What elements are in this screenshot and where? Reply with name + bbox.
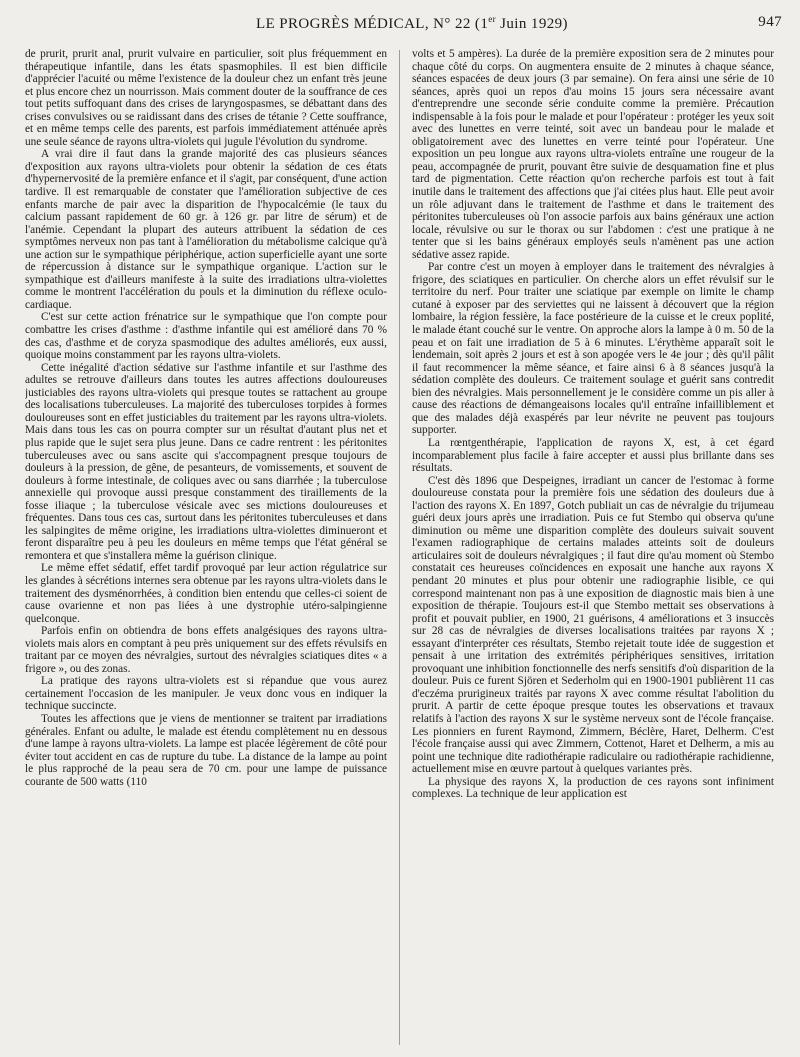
right-column: [412, 48, 774, 1048]
paragraph: La rœntgenthérapie, l'application de rayons X, est, à cet égard incomparablement plus facile à faire accepter et aussi plus brillante dans ses résultats.: [412, 436, 774, 475]
paragraph: C'est sur cette action frénatrice sur le sympathique que l'on compte pour combattre les crises d'asthme : d'asthme infantile qui est amélioré dans 70 % des cas, d'asthme et de coryza spasmodique des adultes améliorés, eux aussi, quoique moins constamment par les rayons ultra-violets.: [25, 311, 387, 362]
paragraph: La physique des rayons X, la production de ces rayons sont infiniment complexes. La technique de leur application est: [412, 775, 774, 801]
paragraph: Le même effet sédatif, effet tardif provoqué par leur action régulatrice sur les glandes à sécrétions internes sera obtenue par les rayons ultra-violets dans le traitement des dysménorrhées, à condition bien entendu que celles-ci soient de cause ovarienne et non pas liées à une dystrophie utéro-salpingienne quelconque.: [25, 562, 387, 625]
column-divider: [399, 50, 400, 1045]
paragraph: Par contre c'est un moyen à employer dans le traitement des névralgies à frigore, des sciatiques en particulier. On cherche alors un effet révulsif sur le territoire du nerf. Pour traiter une sciatique par exemple on limite le champ cutané à exposer par des serviettes qui ne laissent à découvert que la région lombaire, la région fessière, la face postérieure de la cuisse et le creux poplité, le malade étant couché sur le ventre. On approche alors la lampe à 0 m. 50 de la peau et on fait une irradiation de 5 à 6 minutes. L'érythème apparaît soit le lendemain, soit après 2 jours et est à son apogée vers le 4e jour ; dès qu'il pâlit il faut recommencer la même séance, et faire ainsi 6 à 8 séances jusqu'à la sédation complète des douleurs. Ce traitement soulage et guérit sans contredit bien des névralgies. Mais personnellement je le considère comme un pis aller à cause des réactions de démangeaisons locales qu'il entraîne infailliblement et que des malades déjà exaspérés par leur névrite ne peuvent pas toujours supporter.: [412, 261, 774, 437]
journal-title: LE PROGRÈS MÉDICAL, N° 22 (: [256, 16, 481, 32]
paragraph: de prurit, prurit anal, prurit vulvaire en particulier, soit plus fréquemment en thérapeutique infantile, dans les états spasmophiles. Il est bien difficile d'apprécier l'acuité ou même l'existence de la douleur chez un enfant très jeune et plus encore chez un nourrisson. Mais comment douter de la souffrance de ces tout petits suffoquant dans des crises de laryngospasmes, se débattant dans des crises convulsives ou se raidissant dans des crises de tétanie ? Cette souffrance, et en même temps celle des parents, est parfois immédiatement atténuée après une seule séance de rayons ultra-violets qui jugule l'évolution du syndrome.: [25, 48, 387, 148]
page-header: [20, 14, 782, 36]
paragraph: C'est dès 1896 que Despeignes, irradiant un cancer de l'estomac à forme douloureuse constata pour la première fois une sédation des douleurs due à l'action des rayons X. En 1897, Gotch publiait un cas de névralgie du trijumeau guéri deux jours après une irradiation. Puis ce fut Stembo qui observa qu'une diminution ou même une disparition complète des douleurs suivait souvent l'examen radiographique de certains malades atteints soit de douleurs articulaires soit de douleurs névralgiques ; il faut dire qu'au moment où Stembo constatait ces heureuses coïncidences en exposait une hanche aux rayons X pendant 20 minutes et plus pour obtenir une radiographie lisible, ce qui correspond maintenant non pas à une exposition de diagnostic mais bien à une exposition de thérapie. Toujours est-il que Stembo mettait ses observations à profit et pouvait publier, en 1900, 21 guérisons, 4 améliorations et 3 insuccès sur 28 cas de névralgies de diverses localisations traitées par rayons X ; essayant d'interpréter ces résultats, Stembo rejetait toute idée de suggestion et pensait à une irritation des extrémités périphériques sensitives, irritation provoquant une inhibition fonctionnelle des nerfs sensitifs d'où disparition de la douleur. Puis ce furent Sjören et Sederholm qui en 1900-1901 publièrent 11 cas d'eczéma prurigineux traités par rayons X avec comme résultat l'abolition du prurit. A partir de cette époque presque toutes les observations et travaux relatifs à l'action des rayons X sur le système nerveux sont de l'école française. Les pionniers en furent Raymond, Zimmern, Béclère, Haret, Delherm. C'est l'école française aussi qui avec Zimmern, Cottenot, Haret et Delherm, a mis au point une technique dite radiothérapie radiculaire ou radiothérapie rachidienne, actuellement mise en œuvre partout à quelques variantes près.: [412, 474, 774, 776]
left-column: [25, 48, 387, 1048]
paragraph: Parfois enfin on obtiendra de bons effets analgésiques des rayons ultra-violets mais alors en comptant à peu près uniquement sur des effets révulsifs en traitant par ce moyen des névralgies, surtout des névralgies sciatiques dites « a frigore », ou des zonas.: [25, 625, 387, 675]
paragraph: Cette inégalité d'action sédative sur l'asthme infantile et sur l'asthme des adultes se retrouve d'ailleurs dans toutes les autres affections douloureuses justiciables des rayons ultra-violets qui presque toutes se rattachent au groupe des localisations tuberculeuses. La majorité des tuberculoses torpides à formes douloureuses sont en effet justiciables du traitement par les rayons ultra-violets. Mais dans tous les cas on pourra compter sur un résultat d'autant plus net et plus rapide que le sujet sera plus jeune. Dans ce cadre rentrent : les péritonites tuberculeuses avec ou sans ascite qui s'accompagnent presque toujours de douleurs à la pression, de gêne, de pesanteurs, de vomissements, et souvent de douleurs à forme intestinale, de coliques avec ou sans diarrhée ; la tuberculose annexielle qui provoque aussi presque constamment des tiraillements de la fosse iliaque ; la tuberculose vésicale avec ses mictions douloureuses et fréquentes. Dans tous ces cas, surtout dans les péritonites tuberculeuses et dans les salpingites de même origine, les irradiations ultra-violettes diminueront et feront disparaître peu à peu les douleurs en même temps que l'état général se remontera et que s'installera même la guérison clinique.: [25, 361, 387, 562]
paragraph: A vrai dire il faut dans la grande majorité des cas plusieurs séances d'exposition aux rayons ultra-violets pour obtenir la sédation de ces états d'hypernervosité de la première enfance et il s'agit, par conséquent, d'une action tardive. Il est remarquable de constater que l'amélioration subjective de ces enfants marche de pair avec la disparition de l'hypocalcémie (le taux du calcium passant rapidement de 60 gr. à 126 gr. par litre de sérum) et de l'anémie. Cependant la plupart des auteurs attribuent la sédation de ces symptômes nerveux non pas tant à l'amélioration du métabolisme calcique qu'à une action sur le sympathique périphérique, action superficielle ayant une sorte de répercussion à distance sur le sympathique organique. L'action sur le sympathique est d'ailleurs manifeste à la suite des irradiations ultra-violettes comme le montrent l'accélération du pouls et la diminution du réflexe oculo-cardiaque.: [25, 148, 387, 311]
issue-day-suffix: er: [488, 14, 497, 24]
paragraph: La pratique des rayons ultra-violets est si répandue que vous aurez certainement l'occasion de les manipuler. Je veux donc vous en indiquer la technique succincte.: [25, 675, 387, 713]
page-number: 947: [758, 14, 782, 30]
paragraph: Toutes les affections que je viens de mentionner se traitent par irradiations générales. Enfant ou adulte, le malade est étendu complètement nu en dessous d'une lampe à rayons ultra-violets. La lampe est placée légèrement de côté pour éviter tout accident en cas de rupture du tube. La distance de la lampe au point le plus rapproché de la peau sera de 70 cm. pour une lampe de puissance courante de 500 watts (110: [25, 712, 387, 788]
issue-date: Juin 1929): [496, 16, 568, 32]
issue-day: 1: [480, 16, 489, 32]
paragraph: volts et 5 ampères). La durée de la première exposition sera de 2 minutes pour chaque côté du corps. On augmentera ensuite de 2 minutes à chaque séance, séances espacées de deux jours (3 par semaine). On fera ainsi une série de 10 séances, après quoi un repos d'au moins 15 jours sera nécessaire avant d'entreprendre une seconde série conduite comme la première. Précaution indispensable à la fois pour le malade et pour l'opérateur : protéger les yeux soit avec des lunettes en verre teinté, soit avec un bandeau pour le malade et obligatoirement avec des lunettes en verre teinté pour l'opérateur. Une exposition un peu longue aux rayons ultra-violets entraîne une rougeur de la peau, accompagnée de prurit, pouvant être suivie de desquamation fine et plus tard de pigmentation. Cette réaction qu'on recherche parfois est tout à fait inutile dans le traitement des affections que j'ai citées plus haut. Elle peut avoir un rôle adjuvant dans le traitement de l'asthme et dans le traitement des péritonites tuberculeuses où l'on associe parfois aux bains généraux une action locale, révulsive ou sur le thorax ou sur l'abdomen : c'est une pratique à ne tenter que si les bains généraux employés seuls n'amènent pas une action sédative assez rapide.: [412, 48, 774, 261]
running-head: [256, 14, 568, 33]
